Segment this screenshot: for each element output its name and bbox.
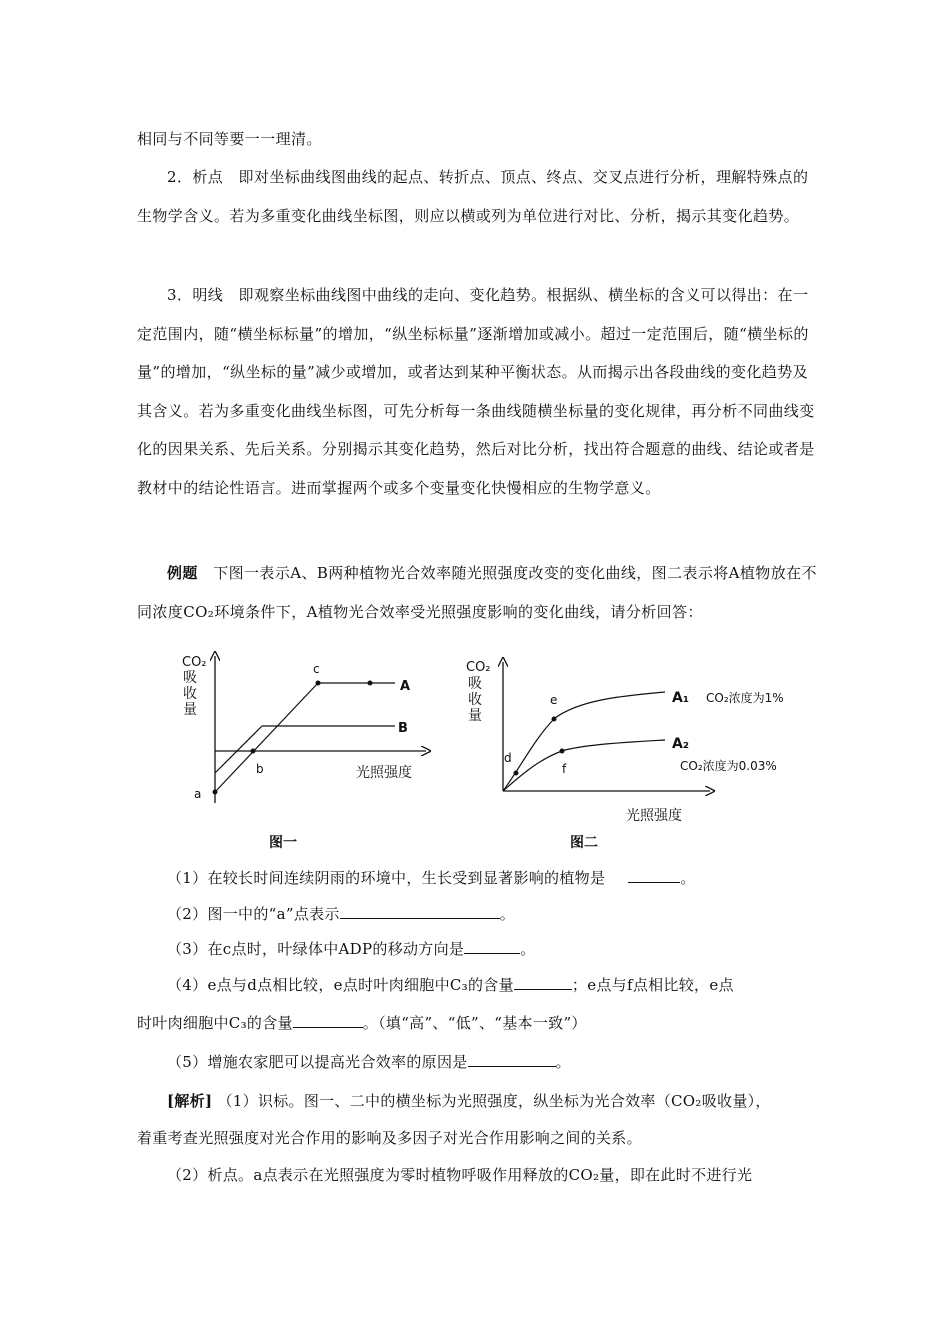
point-2-paragraph: 2．析点 即对坐标曲线图曲线的起点、转折点、顶点、终点、交叉点进行分析，理解特殊点的生物学含义。若为多重变化曲线坐标图，则应以横或列为单位进行对比、分析，揭示其变化趋势。 [137,168,809,225]
fig2-label-e: e [550,693,558,707]
fig2-point-f [560,749,565,754]
example-paragraph [137,554,817,631]
fig1-point-a [213,790,218,795]
question-3-text: （3）在c点时，叶绿体中ADP的移动方向是 [167,940,465,958]
analysis-label: [解析] [167,1092,213,1110]
fig1-xlabel: 光照强度 [356,765,412,781]
answer-blank-5[interactable] [468,1050,556,1067]
question-5-end: 。 [555,1053,571,1071]
fig2-label-curve-a2: A₂ [672,736,689,752]
analysis-line-3: （2）析点。a点表示在光照强度为零时植物呼吸作用释放的CO₂量，即在此时不进行光 [167,1166,753,1184]
analysis-text-1: （1）识标。图一、二中的横坐标为光照强度，纵坐标为光合效率（CO₂吸收量）， [217,1092,771,1110]
fig1-point-c [316,681,321,686]
question-4-text-b: ；e点与f点相比较，e点 [571,976,734,994]
question-4-line-1 [167,973,827,997]
fig2-ylabel-1: 吸 [468,676,482,692]
fig2-label-f: f [562,762,567,776]
fig1-curve-a-rise [215,683,318,792]
fig2-caption: 图二 [570,835,598,851]
fig2-note-a1: CO₂浓度为1% [706,691,784,705]
question-1-text: （1）在较长时间连续阴雨的环境中，生长受到显著影响的植物是 [167,869,606,887]
answer-blank-2[interactable] [340,902,500,919]
question-1 [167,866,827,890]
answer-blank-3[interactable] [464,937,520,954]
fig2-ylabel-co2: CO₂ [466,660,491,675]
fig1-ylabel-3: 量 [183,702,197,718]
fig1-ylabel-2: 收 [183,686,197,702]
fig1-caption: 图一 [269,835,297,851]
question-4-line-2 [137,1011,827,1035]
intro-line: 相同与不同等要一一理清。 [137,130,322,148]
point-3-paragraph: 3．明线 即观察坐标曲线图中曲线的走向、变化趋势。根据纵、横坐标的含义可以得出：在一定范围内，随“横坐标标量”的增加，“纵坐标标量”逐渐增加或减小。超过一定范围后，随“横坐标的量”的增加，“纵坐标的量”减少或增加，或者达到某种平衡状态。从而揭示出各段曲线的变化趋势及其含义。若为多重变化曲线坐标图，可先分析每一条曲线随横坐标量的变化规律，再分析不同曲线变化的因果关系、先后关系。分别揭示其变化趋势，然后对比分析，找出符合题意的曲线、结论或者是教材中的结论性语言。进而掌握两个或多个变量变化快慢相应的生物学意义。 [137,286,815,497]
fig2-point-e [552,717,557,722]
question-4-text-c: 时叶肉细胞中C₃的含量 [137,1014,293,1032]
question-1-end: 。 [680,869,696,887]
fig2-note-a2: CO₂浓度为0.03% [680,759,777,773]
fig2-label-curve-a1: A₁ [672,690,689,706]
fig2-point-d [514,771,519,776]
question-2-text: （2）图一中的“a”点表示 [167,905,340,923]
fig1-point-b [251,749,256,754]
fig2-xlabel: 光照强度 [626,808,682,824]
answer-blank-1[interactable] [628,866,680,883]
question-2-end: 。 [499,905,516,923]
figure-one [182,655,426,851]
question-3-end: 。 [520,940,536,958]
fig1-label-c: c [313,662,320,676]
figure-two [466,660,784,851]
question-5-text: （5）增施农家肥可以提高光合效率的原因是 [167,1053,468,1071]
analysis-line-2: 着重考查光照强度对光合作用的影响及多因子对光合作用影响之间的关系。 [137,1129,642,1147]
fig2-ylabel-2: 收 [468,692,482,708]
question-4-text-a: （4）e点与d点相比较，e点时叶肉细胞中C₃的含量 [167,976,514,994]
question-4-text-d: 。（填“高”、“低”、“基本一致”） [362,1014,587,1032]
fig1-label-curve-b: B [398,721,408,736]
fig2-curve-a2 [503,740,665,791]
figures [170,648,820,858]
fig1-label-b: b [256,762,264,776]
analysis-line-1 [167,1089,827,1113]
fig1-ylabel-1: 吸 [183,670,197,686]
fig2-label-d: d [504,751,512,765]
fig2-ylabel-3: 量 [468,708,482,724]
fig1-label-a: a [194,787,202,801]
question-5 [167,1050,827,1074]
example-text: 下图一表示A、B两种植物光合效率随光照强度改变的变化曲线，图二表示将A植物放在不同浓度CO₂环境条件下，A植物光合效率受光照强度影响的变化曲线，请分析回答： [137,564,817,621]
question-2 [167,902,827,926]
answer-blank-4a[interactable] [514,973,572,990]
example-label: 例题 [167,564,198,582]
fig1-label-curve-a: A [400,679,411,694]
fig1-ylabel-co2: CO₂ [182,655,207,670]
answer-blank-4b[interactable] [293,1011,363,1028]
question-3 [167,937,827,961]
fig1-point-plateau [368,681,373,686]
